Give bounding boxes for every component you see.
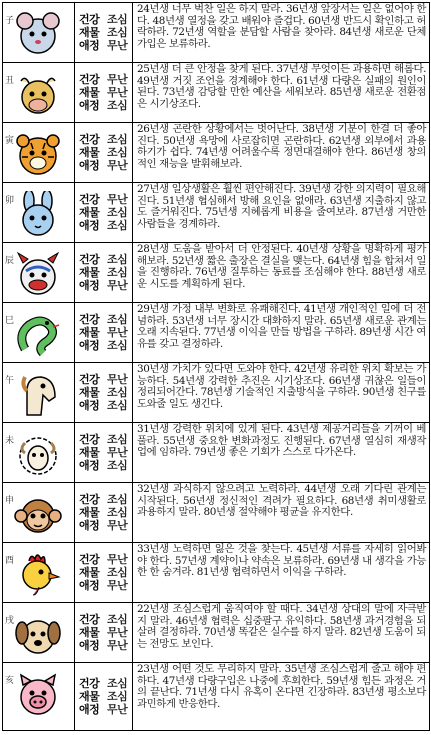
love-label: 애정	[79, 399, 100, 412]
zodiac-hanja: 辰	[5, 256, 15, 266]
wealth-value: 조심	[107, 566, 128, 579]
fortune-text: 30년생 가치가 있다면 도와야 한다. 42년생 유리한 위치 확보는 가능하다. 54년생 강력한 추진은 시기상조다. 66년생 귀찮은 일들이 정리되어간다. 78년생 기술적인 지출방식을 구하라. 90년생 친구를 도와줄 일도 생긴다.	[133, 363, 430, 422]
love-label: 애정	[79, 459, 100, 472]
wealth-label: 재물	[79, 386, 100, 399]
fortune-text: 27년생 일상생활은 훨씬 편안해진다. 39년생 강한 의지력이 필요해진다. 51년생 협심해서 방해 요인을 없애라. 63년생 지출하지 않고도 즐거워진다. 75년생 지혜롭게 비용을 줄여보라. 87년생 거만한 사람들을 경계하라.	[133, 183, 430, 242]
love-label: 애정	[79, 279, 100, 292]
health-label: 건강	[79, 493, 100, 506]
wealth-value: 조심	[107, 386, 128, 399]
rabbit-icon	[13, 191, 63, 237]
love-label: 애정	[79, 39, 100, 52]
wealth-label: 재물	[79, 26, 100, 39]
love-label: 애정	[79, 703, 100, 716]
dragon-icon	[13, 251, 63, 297]
love-label: 애정	[79, 339, 100, 352]
health-label: 건강	[79, 313, 100, 326]
fortune-text: 31년생 강력한 위치에 있게 된다. 43년생 제공거리들을 기꺼이 베풀라. 55년생 중요한 변화과정도 진행된다. 67년생 열심히 재생작업에 임하라. 79년생 좋은 기회가 스스로 다가온다.	[133, 423, 430, 482]
animal-cell	[3, 123, 75, 182]
wealth-value: 무난	[107, 86, 128, 99]
ox-icon	[13, 71, 63, 117]
luck-cell	[75, 543, 133, 602]
animal-cell	[3, 663, 75, 730]
fortune-row	[3, 663, 430, 731]
love-label: 애정	[79, 219, 100, 232]
wealth-value: 조심	[107, 206, 128, 219]
love-value: 조심	[107, 219, 128, 232]
tiger-icon	[13, 131, 63, 177]
luck-cell	[75, 423, 133, 482]
health-label: 건강	[79, 13, 100, 26]
health-value: 조심	[107, 677, 128, 690]
animal-cell	[3, 183, 75, 242]
animal-cell	[3, 603, 75, 662]
zodiac-hanja: 寅	[5, 136, 15, 146]
health-value: 무난	[107, 553, 128, 566]
health-value: 조심	[107, 613, 128, 626]
wealth-label: 재물	[79, 506, 100, 519]
health-value: 조심	[107, 133, 128, 146]
health-label: 건강	[79, 133, 100, 146]
love-value: 무난	[107, 579, 128, 592]
fortune-row	[3, 303, 430, 363]
love-value: 조심	[107, 399, 128, 412]
wealth-label: 재물	[79, 626, 100, 639]
wealth-value: 조심	[107, 26, 128, 39]
love-label: 애정	[79, 519, 100, 532]
wealth-value: 조심	[107, 146, 128, 159]
animal-cell	[3, 243, 75, 302]
love-value: 무난	[107, 279, 128, 292]
animal-cell	[3, 483, 75, 542]
pig-icon	[13, 671, 63, 717]
zodiac-hanja: 子	[5, 16, 15, 26]
fortune-text: 29년생 가정 내부 변화로 유쾌해진다. 41년생 개인적인 일에 더 전념하라. 53년생 너무 장시간 대화하지 말라. 65년생 새로운 관계는 오래 지속된다. 77년생 이익을 만들 방법을 구하라. 89년생 시간 여유를 갖고 결정하라.	[133, 303, 430, 362]
wealth-value: 조심	[107, 506, 128, 519]
love-value: 무난	[107, 159, 128, 172]
wealth-label: 재물	[79, 86, 100, 99]
fortune-row	[3, 3, 430, 63]
zodiac-hanja: 午	[5, 376, 15, 386]
health-value: 무난	[107, 373, 128, 386]
horse-icon	[13, 371, 63, 417]
snake-icon	[13, 311, 63, 357]
love-label: 애정	[79, 579, 100, 592]
luck-cell	[75, 663, 133, 730]
fortune-text: 32년생 과식하지 않으려고 노력하라. 44년생 오래 기다린 관계는 시작된다. 56년생 정신적인 격려가 필요하다. 68년생 취미생활로 과용하지 말라. 80년생 절약해야 평균을 유지한다.	[133, 483, 430, 542]
fortune-row	[3, 243, 430, 303]
fortune-row	[3, 123, 430, 183]
love-value: 조심	[107, 99, 128, 112]
luck-cell	[75, 63, 133, 122]
wealth-value: 무난	[107, 446, 128, 459]
luck-cell	[75, 483, 133, 542]
health-value: 조심	[107, 313, 128, 326]
luck-cell	[75, 3, 133, 62]
love-label: 애정	[79, 639, 100, 652]
health-value: 조심	[107, 493, 128, 506]
luck-cell	[75, 183, 133, 242]
luck-cell	[75, 243, 133, 302]
fortune-text: 33년생 노력하면 잃은 것을 찾는다. 45년생 서류를 자세히 읽어봐야 한다. 57년생 계약이나 약속은 보류하라. 69년생 내 생각을 가능한 한 숨겨라. 81년생 협력하면서 이익을 구하라.	[133, 543, 430, 602]
dog-icon	[13, 611, 63, 657]
rooster-icon	[13, 551, 63, 597]
wealth-label: 재물	[79, 326, 100, 339]
health-label: 건강	[79, 253, 100, 266]
zodiac-hanja: 巳	[5, 316, 15, 326]
health-value: 조심	[107, 433, 128, 446]
zodiac-hanja: 戌	[5, 616, 15, 626]
fortune-row	[3, 483, 430, 543]
fortune-row	[3, 423, 430, 483]
wealth-label: 재물	[79, 690, 100, 703]
wealth-label: 재물	[79, 566, 100, 579]
monkey-icon	[13, 491, 63, 537]
animal-cell	[3, 3, 75, 62]
health-value: 무난	[107, 73, 128, 86]
love-value: 무난	[107, 703, 128, 716]
luck-cell	[75, 603, 133, 662]
luck-cell	[75, 303, 133, 362]
animal-cell	[3, 543, 75, 602]
love-value: 무난	[107, 39, 128, 52]
animal-cell	[3, 363, 75, 422]
health-label: 건강	[79, 553, 100, 566]
zodiac-hanja: 丑	[5, 76, 15, 86]
fortune-text: 28년생 도움을 받아서 더 안정된다. 40년생 상황을 명확하게 평가해보라. 52년생 짧은 출장은 결실을 맺는다. 64년생 힘을 합쳐서 일을 진행하라. 76년생 질투하는 동료를 조심해야 한다. 88년생 새로운 시도를 계획하게 된다.	[133, 243, 430, 302]
fortune-text: 25년생 더 큰 안정을 찾게 된다. 37년생 무엇이든 과용하면 해롭다. 49년생 거짓 조언을 경계해야 한다. 61년생 다량은 실패의 원인이 된다. 73년생 감당할 만한 예산을 세워보라. 85년생 새로운 전환점은 시기상조다.	[133, 63, 430, 122]
love-value: 무난	[107, 519, 128, 532]
health-value: 조심	[107, 13, 128, 26]
wealth-value: 무난	[107, 626, 128, 639]
fortune-table	[2, 2, 430, 731]
health-label: 건강	[79, 73, 100, 86]
wealth-label: 재물	[79, 146, 100, 159]
zodiac-hanja: 卯	[5, 196, 15, 206]
fortune-row	[3, 603, 430, 663]
animal-cell	[3, 63, 75, 122]
wealth-label: 재물	[79, 266, 100, 279]
luck-cell	[75, 363, 133, 422]
love-value: 무난	[107, 639, 128, 652]
fortune-text: 24년생 너무 벅찬 일은 하지 말라. 36년생 앞장서는 일은 없어야 한다. 48년생 열정을 갖고 배워야 즐겁다. 60년생 반드시 확인하고 허락하라. 72년생 역할을 분담할 사람을 찾아라. 84년생 새로운 단체 가입은 보류하라.	[133, 3, 430, 62]
love-label: 애정	[79, 99, 100, 112]
health-label: 건강	[79, 373, 100, 386]
sheep-icon	[13, 431, 63, 477]
fortune-text: 22년생 조심스럽게 움직여야 할 때다. 34년생 상대의 말에 자극받지 말라. 46년생 협력은 십중팔구 유익하다. 58년생 과거경험을 되살려 결정하라. 70년생 똑같은 실수를 하지 말라. 82년생 도움이 되는 전망도 보인다.	[133, 603, 430, 662]
wealth-label: 재물	[79, 446, 100, 459]
fortune-row	[3, 543, 430, 603]
zodiac-hanja: 未	[5, 436, 15, 446]
fortune-text: 23년생 어떤 것도 무리하지 말라. 35년생 조심스럽게 줄고 해야 편하다. 47년생 다량구입은 나중에 후회한다. 59년생 힘든 과정은 거의 끝난다. 71년생 다시 유혹이 온다면 긴장하라. 83년생 평소보다 과민하게 반응한다.	[133, 663, 430, 730]
health-label: 건강	[79, 677, 100, 690]
zodiac-hanja: 酉	[5, 556, 15, 566]
health-label: 건강	[79, 613, 100, 626]
rat-icon	[13, 11, 63, 57]
animal-cell	[3, 303, 75, 362]
zodiac-hanja: 亥	[5, 676, 15, 686]
zodiac-hanja: 申	[5, 496, 15, 506]
wealth-value: 조심	[107, 690, 128, 703]
health-value: 조심	[107, 253, 128, 266]
wealth-value: 무난	[107, 326, 128, 339]
animal-cell	[3, 423, 75, 482]
health-value: 무난	[107, 193, 128, 206]
love-value: 조심	[107, 459, 128, 472]
fortune-text: 26년생 곤란한 상황에서는 벗어난다. 38년생 기분이 한결 더 좋아진다. 50년생 욕망에 사로잡히면 곤란하다. 62년생 외부에서 과용하기가 쉽다. 74년생 어려울수록 정면대결해야 한다. 86년생 창의적인 재능을 발휘해보라.	[133, 123, 430, 182]
fortune-row	[3, 63, 430, 123]
wealth-label: 재물	[79, 206, 100, 219]
fortune-row	[3, 183, 430, 243]
luck-cell	[75, 123, 133, 182]
fortune-row	[3, 363, 430, 423]
wealth-value: 조심	[107, 266, 128, 279]
health-label: 건강	[79, 433, 100, 446]
health-label: 건강	[79, 193, 100, 206]
love-value: 조심	[107, 339, 128, 352]
love-label: 애정	[79, 159, 100, 172]
